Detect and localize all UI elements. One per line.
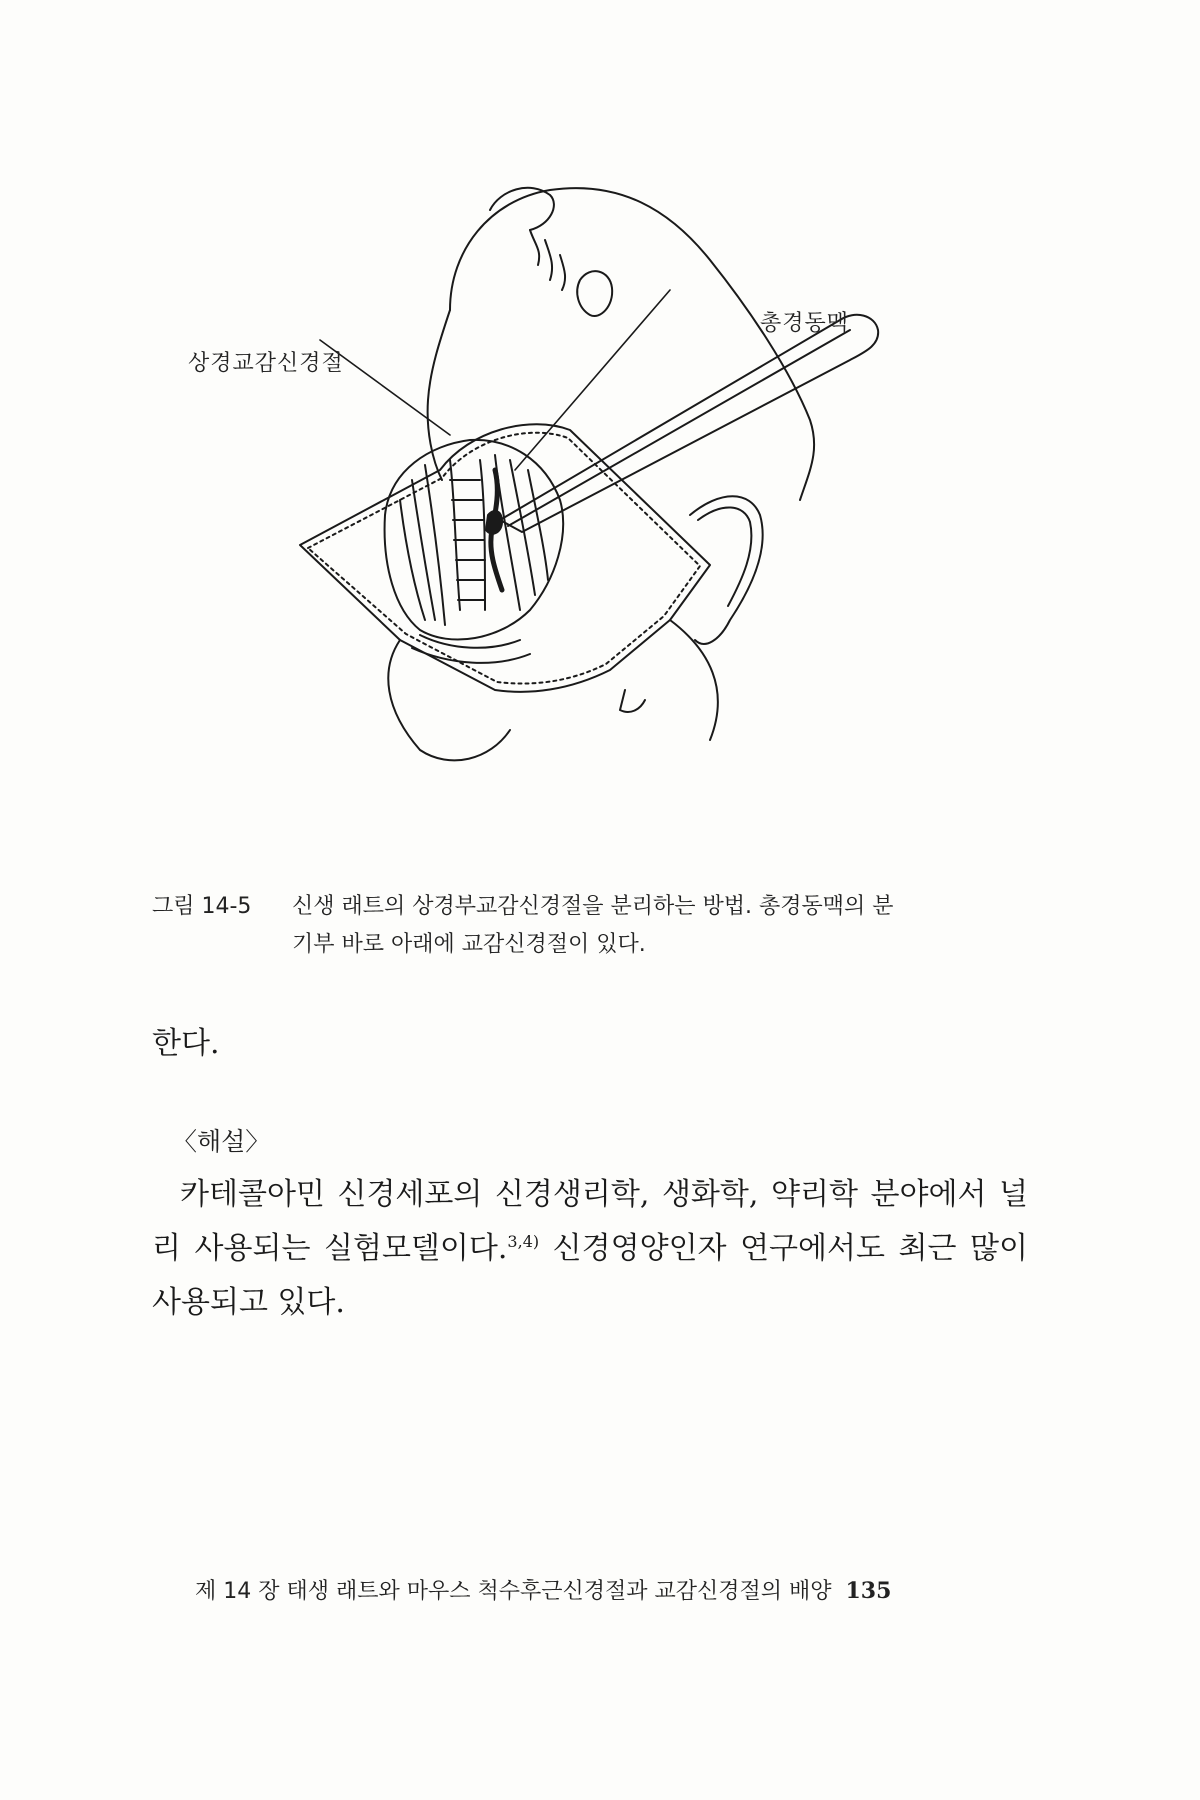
continued-text: 한다. xyxy=(152,1026,220,1061)
label-common-carotid-artery: 총경동맥 xyxy=(760,311,850,336)
running-footer xyxy=(195,1574,1015,1605)
section-heading: 〈해설〉 xyxy=(172,1127,271,1156)
eye-outline xyxy=(577,271,612,316)
figure-caption xyxy=(152,888,1032,964)
label-superior-cervical-ganglion: 상경교감신경절 xyxy=(188,351,344,376)
caption-line-2: 기부 바로 아래에 교감신경절이 있다. xyxy=(292,932,646,957)
caption-line-1: 신생 래트의 상경부교감신경절을 분리하는 방법. 총경동맥의 분 xyxy=(292,894,894,919)
body-paragraph xyxy=(152,1168,1028,1330)
running-title: 제 14 장 태생 래트와 마우스 척수후근신경절과 교감신경절의 배양 xyxy=(195,1579,832,1604)
paragraph-text-2: 신경영양인자 연구에서도 최근 많이 사용되고 있다. xyxy=(152,1231,1028,1320)
nose-tip xyxy=(490,188,554,230)
shoulder-outline xyxy=(670,620,718,740)
whisker-marks xyxy=(530,230,565,290)
surgical-illustration xyxy=(150,170,1050,870)
trachea xyxy=(450,460,460,610)
figure-number: 그림 14-5 xyxy=(152,894,252,919)
page-number: 135 xyxy=(845,1578,892,1604)
skin-flap xyxy=(300,424,710,692)
snout-line xyxy=(428,310,450,480)
ear-flap-inner xyxy=(698,507,751,606)
head-outline xyxy=(450,188,814,500)
reference-superscript: 3,4) xyxy=(507,1232,540,1251)
body-outline xyxy=(388,640,510,760)
leader-right xyxy=(515,290,670,470)
paragraph-text-1: 카테콜아민 신경세포의 신경생리학, 생화학, 약리학 분야에서 널리 사용되는 실험모델이다. xyxy=(152,1177,1028,1266)
rat-neck-dissection-drawing xyxy=(150,170,1050,870)
